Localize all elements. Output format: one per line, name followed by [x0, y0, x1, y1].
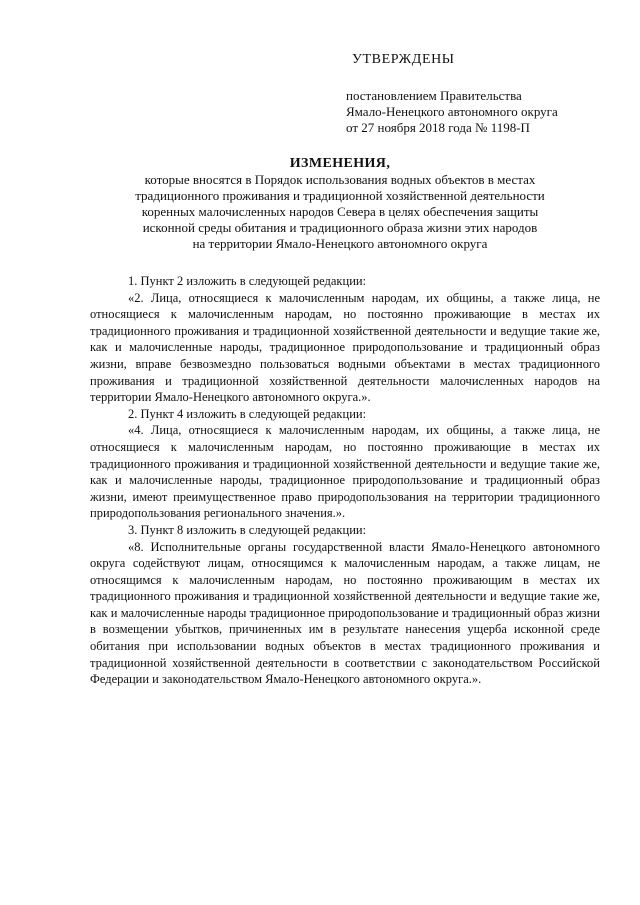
title-subline-5: на территории Ямало-Ненецкого автономного округа	[192, 236, 488, 251]
amendment-text-3: «8. Исполнительные органы государственной власти Ямало-Ненецкого автономного округа содействуют лицам, относящимся к малочисленным народам, а также лицам, не относящимся к малочисленным народам, но постоянно проживающим в местах их традиционного проживания и традиционной хозяйственной деятельности и ведущие такие же, как и малочисленные народы традиционное природопользование и традиционный образ жизни в возмещении убытков, причиненных им в результате нанесения ущерба исконной среде обитания при использовании водных объектов в местах традиционного проживания и традиционной хозяйственной деятельности в соответствии с законодательством Российской Федерации и законодательством Ямало-Ненецкого автономного округа.».	[90, 539, 600, 687]
amendment-item-1: 1. Пункт 2 изложить в следующей редакции:	[128, 274, 367, 288]
title-subline-4: исконной среды обитания и традиционного образа жизни этих народов	[142, 220, 538, 235]
amendment-item-2: 2. Пункт 4 изложить в следующей редакции:	[128, 406, 367, 421]
approval-line-2: Ямало-Ненецкого автономного округа	[346, 104, 558, 119]
title-subline-1: которые вносятся в Порядок использования водных объектов в местах	[144, 172, 536, 187]
amendment-text-2: «4. Лица, относящиеся к малочисленным народам, их общины, а также лица, не относящиеся к малочисленным народам, но постоянно проживающие в местах их традиционного проживания и традиционной хозяйственной деятельности и ведущие такие же, как и малочисленные народы, традиционное природопользование и традиционный образ жизни, имеют преимущественное право природопользования на территории традиционного природопользования регионального значения.».	[90, 423, 600, 521]
amendment-item-3: 3. Пункт 8 изложить в следующей редакции:	[128, 522, 367, 537]
title-subline-2: традиционного проживания и традиционной хозяйственной деятельности	[135, 188, 545, 203]
document-heading: ИЗМЕНЕНИЯ,	[289, 156, 391, 171]
amendment-text-1: «2. Лица, относящиеся к малочисленным народам, их общины, а также лица, не относящиеся к малочисленным народам, но постоянно проживающие в местах их традиционного проживания и традиционной хозяйственной деятельности и ведущие такие же, как и малочисленные народы, традиционное природопользование и традиционный образ жизни, вправе безвозмездно пользоваться водными объектами в местах традиционного проживания и традиционной хозяйственной деятельности малочисленных народов на территории Ямало-Ненецкого автономного округа.».	[90, 290, 600, 405]
approval-line-3: от 27 ноября 2018 года № 1198-П	[346, 120, 530, 135]
title-subline-3: коренных малочисленных народов Севера в целях обеспечения защиты	[141, 204, 539, 219]
document-title-block	[90, 156, 590, 252]
document-body	[90, 273, 600, 688]
approval-block	[346, 52, 616, 136]
approval-line-1: постановлением Правительства	[346, 88, 522, 103]
approval-stamp-title: УТВЕРЖДЕНЫ	[352, 52, 455, 67]
